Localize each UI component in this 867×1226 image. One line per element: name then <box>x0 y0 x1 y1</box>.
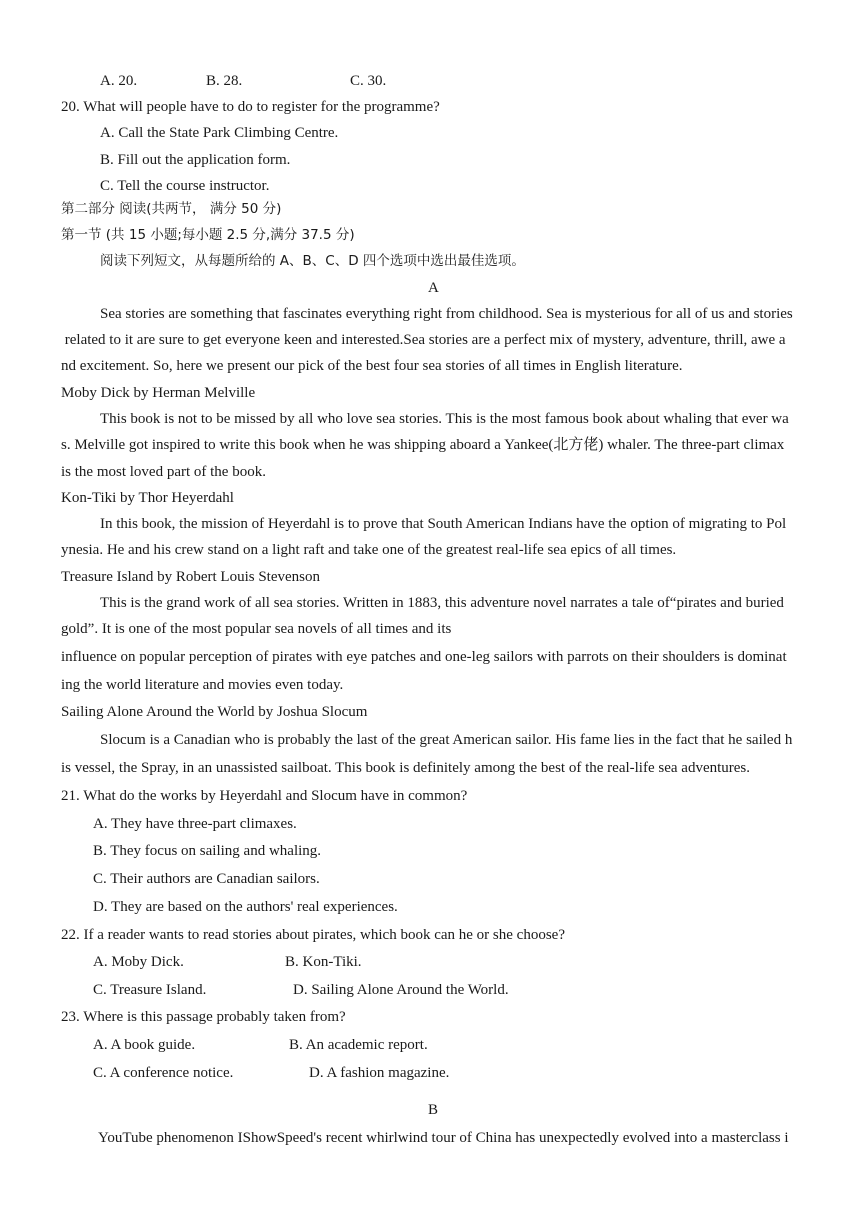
q19-option-a: A. 20. <box>100 73 138 89</box>
passage-a-label: A <box>428 280 439 296</box>
passage-b-line: YouTube phenomenon IShowSpeed's recent whirlwind tour of China has unexpectedly evolved into a masterclass i <box>98 1130 789 1146</box>
book-text-line: ynesia. He and his crew stand on a light raft and take one of the greatest real-life sea epics of all times. <box>61 542 677 558</box>
book-text-line: s. Melville got inspired to write this book when he was shipping aboard a Yankee(北方佬) whaler. The three-part climax <box>61 437 785 453</box>
passage-b-label: B <box>428 1102 439 1118</box>
q19-option-c: C. 30. <box>350 73 387 89</box>
book-text-line: gold”. It is one of the most popular sea novels of all times and its <box>61 621 452 637</box>
q22-option-c: C. Treasure Island. <box>93 982 207 998</box>
q23-option-c: C. A conference notice. <box>93 1065 234 1081</box>
book-text-line: ing the world literature and movies even today. <box>61 677 344 693</box>
book-text-line: is vessel, the Spray, in an unassisted sailboat. This book is definitely among the best of the real-life sea adventures. <box>61 760 751 776</box>
q20-option-b: B. Fill out the application form. <box>100 152 291 168</box>
passage-a-intro-line: Sea stories are something that fascinates everything right from childhood. Sea is mysterious for all of us and stories <box>100 306 793 322</box>
book-text-line: Slocum is a Canadian who is probably the last of the great American sailor. His fame lies in the fact that he sailed h <box>100 732 793 748</box>
book-title-kon-tiki: Kon-Tiki by Thor Heyerdahl <box>61 490 234 506</box>
q20-option-c: C. Tell the course instructor. <box>100 178 270 194</box>
q23-option-a: A. A book guide. <box>93 1037 196 1053</box>
q22-option-a: A. Moby Dick. <box>93 954 184 970</box>
q23-question: 23. Where is this passage probably taken from? <box>61 1009 346 1025</box>
book-title-moby-dick: Moby Dick by Herman Melville <box>61 385 256 401</box>
q20-option-a: A. Call the State Park Climbing Centre. <box>100 125 339 141</box>
book-text-line: is the most loved part of the book. <box>61 464 266 480</box>
passage-a-intro-line: nd excitement. So, here we present our pick of the best four sea stories of all times in English literature. <box>61 358 683 374</box>
q21-option-a: A. They have three-part climaxes. <box>93 816 297 832</box>
book-text-line: This is the grand work of all sea stories. Written in 1883, this adventure novel narrates a tale of“pirates and buried <box>100 595 784 611</box>
book-text-line: This book is not to be missed by all who love sea stories. This is the most famous book about whaling that ever wa <box>100 411 789 427</box>
q20-question: 20. What will people have to do to register for the programme? <box>61 99 440 115</box>
q21-question: 21. What do the works by Heyerdahl and Slocum have in common? <box>61 788 468 804</box>
section1-heading: 第一节 (共 15 小题;每小题 2.5 分,满分 37.5 分) <box>61 227 355 243</box>
q21-option-b: B. They focus on sailing and whaling. <box>93 843 322 859</box>
reading-instruction: 阅读下列短文，从每题所给的 A、B、C、D 四个选项中选出最佳选项。 <box>100 253 525 269</box>
book-title-treasure-island: Treasure Island by Robert Louis Stevenson <box>61 569 320 585</box>
q23-option-b: B. An academic report. <box>289 1037 428 1053</box>
q19-option-b: B. 28. <box>206 73 243 89</box>
part2-heading: 第二部分 阅读(共两节， 满分 50 分) <box>61 201 282 217</box>
passage-a-intro-line: related to it are sure to get everyone keen and interested.Sea stories are a perfect mix of mystery, adventure, thrill, awe a <box>61 332 786 348</box>
q22-option-b: B. Kon-Tiki. <box>285 954 362 970</box>
q22-question: 22. If a reader wants to read stories about pirates, which book can he or she choose? <box>61 927 565 943</box>
book-title-sailing-alone: Sailing Alone Around the World by Joshua Slocum <box>61 704 368 720</box>
q22-option-d: D. Sailing Alone Around the World. <box>293 982 509 998</box>
q23-option-d: D. A fashion magazine. <box>309 1065 450 1081</box>
book-text-line: influence on popular perception of pirates with eye patches and one-leg sailors with parrots on their shoulders is dominat <box>61 649 787 665</box>
q21-option-c: C. Their authors are Canadian sailors. <box>93 871 320 887</box>
q21-option-d: D. They are based on the authors' real experiences. <box>93 899 398 915</box>
book-text-line: In this book, the mission of Heyerdahl is to prove that South American Indians have the option of migrating to Pol <box>100 516 787 532</box>
